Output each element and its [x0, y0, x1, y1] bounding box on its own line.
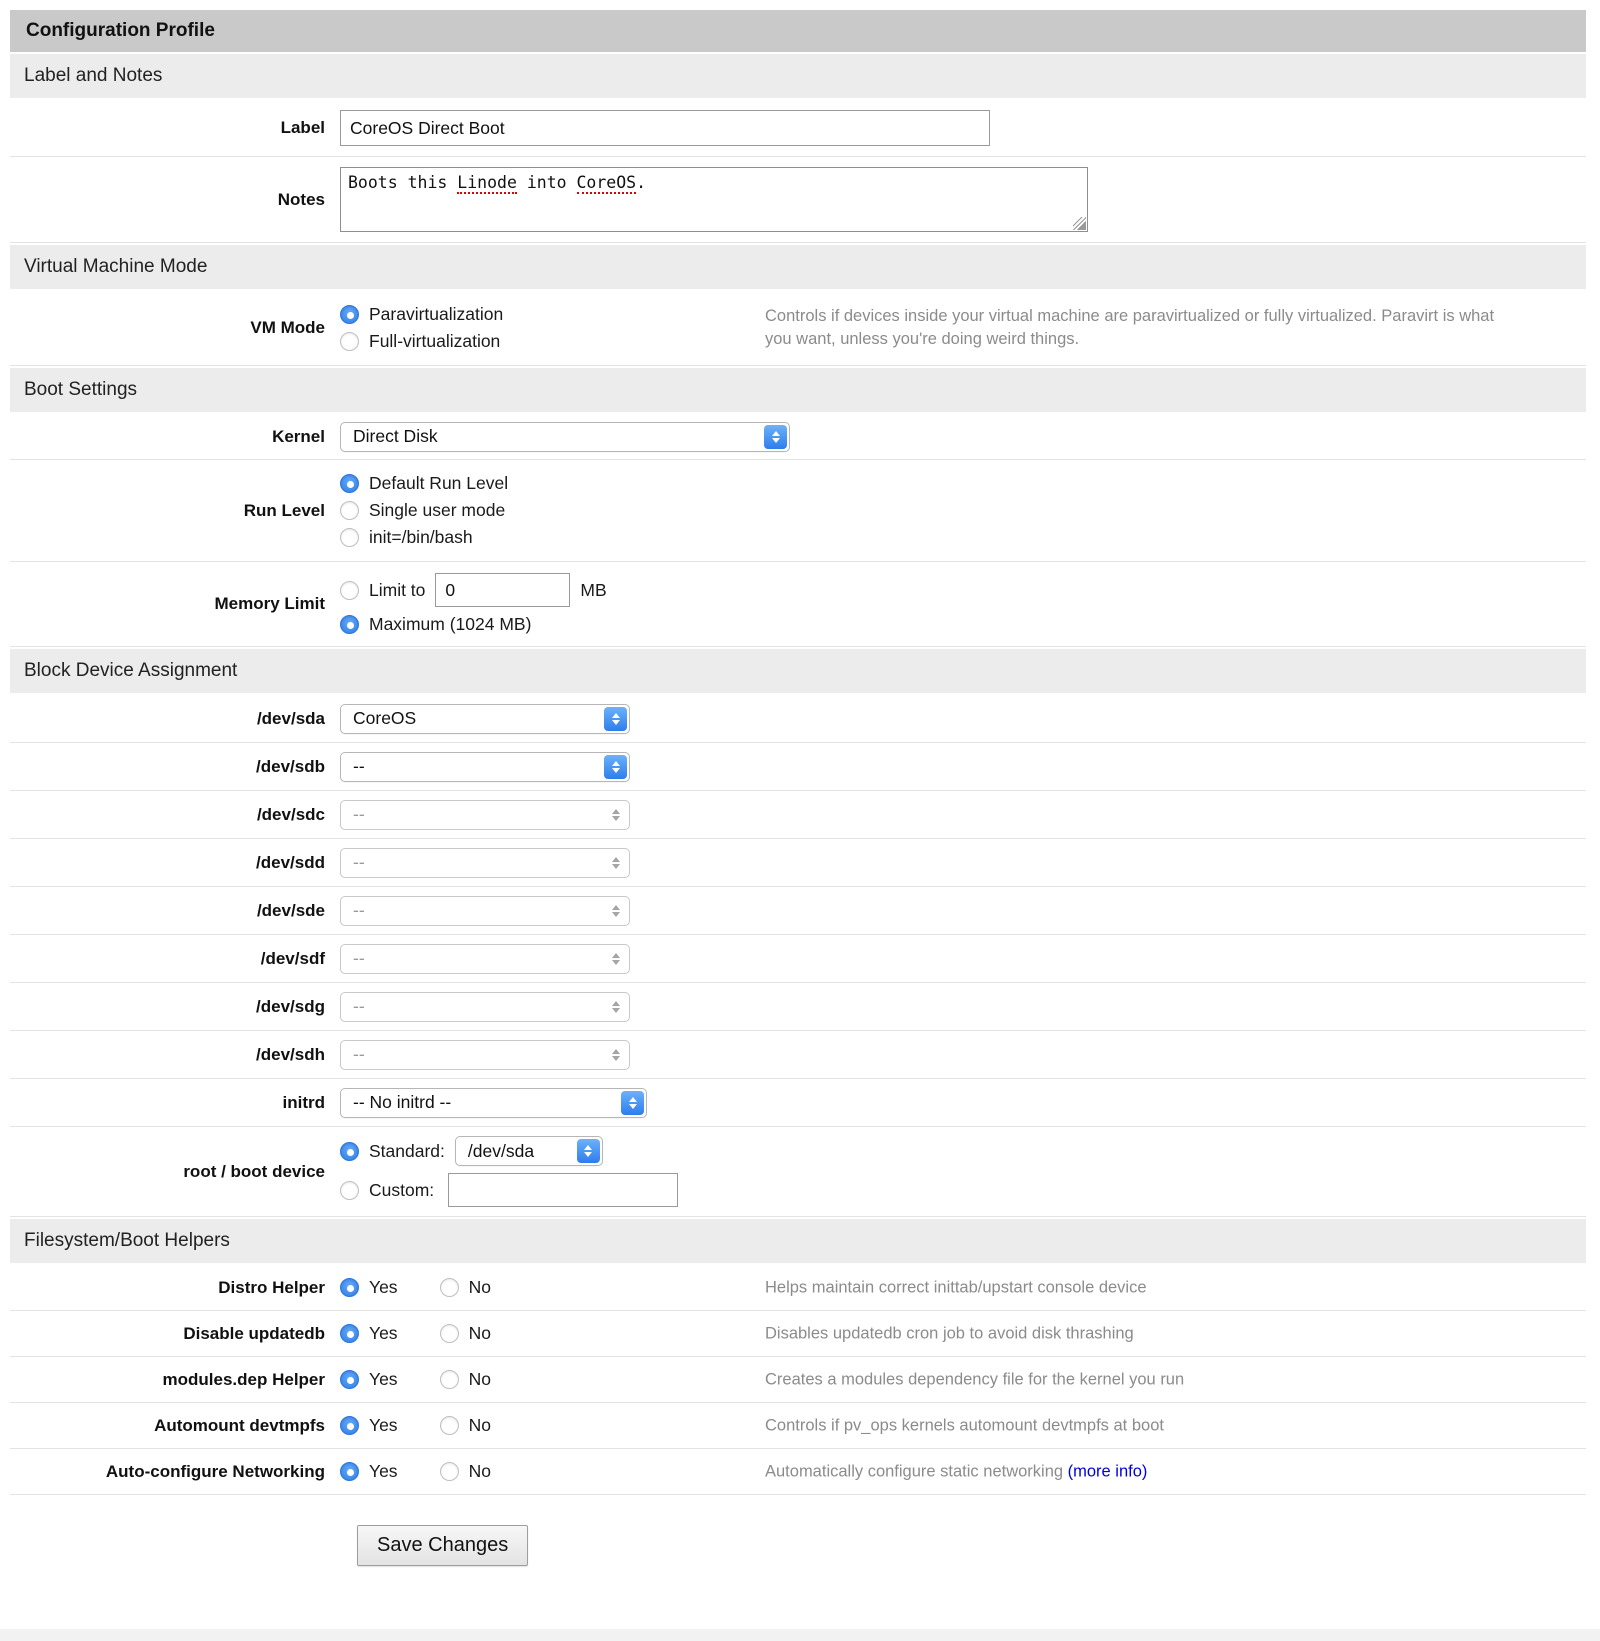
helper-help-text: Automatically configure static networking [765, 1461, 1068, 1480]
save-changes-button[interactable]: Save Changes [357, 1525, 528, 1566]
helper-label: Automount devtmpfs [154, 1415, 325, 1435]
helper-label: Auto-configure Networking [105, 1461, 325, 1481]
select-stepper-icon [604, 707, 627, 731]
vm-mode-option-paravirtualization[interactable] [340, 304, 503, 325]
device-label: /dev/sda [256, 708, 325, 728]
more-info-link[interactable]: (more info) [1067, 1461, 1148, 1480]
radio-selected-icon[interactable] [340, 474, 359, 493]
memory-limit-option-limit-to[interactable] [340, 573, 607, 607]
helper-label: Distro Helper [218, 1277, 325, 1297]
select-value: -- [353, 948, 365, 968]
helper-row-distro [10, 1265, 1586, 1311]
radio-unselected-icon[interactable] [440, 1278, 459, 1297]
select-stepper-icon [604, 995, 627, 1019]
vm-mode-help-text: Controls if devices inside your virtual machine are paravirtualized or fully virtualized. Paravirt is what you want, unless you're doing weird things. [765, 306, 1495, 348]
sdh-select-disabled [340, 1040, 630, 1070]
initrd-select[interactable] [340, 1088, 647, 1118]
label-field-label: Label [280, 118, 325, 137]
radio-label: Paravirtualization [369, 304, 504, 324]
sdf-select-disabled [340, 944, 630, 974]
radio-selected-icon[interactable] [340, 615, 359, 634]
sdb-select[interactable] [340, 752, 630, 782]
radio-unselected-icon[interactable] [340, 581, 359, 600]
select-stepper-icon [604, 899, 627, 923]
vm-mode-label: VM Mode [250, 318, 325, 337]
select-value: CoreOS [353, 708, 417, 728]
device-row-sde [10, 887, 1586, 935]
vm-mode-option-full-virtualization[interactable] [340, 331, 503, 352]
kernel-row [10, 414, 1586, 460]
yes-label: Yes [369, 1277, 398, 1297]
device-label: /dev/sdg [256, 996, 325, 1016]
select-stepper-icon [621, 1091, 644, 1115]
section-virtual-machine-mode: Virtual Machine Mode [10, 245, 1586, 289]
radio-unselected-icon[interactable] [340, 1181, 359, 1200]
device-label: /dev/sdh [256, 1044, 325, 1064]
device-row-sdh [10, 1031, 1586, 1079]
helper-row-updatedb [10, 1311, 1586, 1357]
radio-label: Limit to [369, 579, 426, 600]
run-level-option-init-bash[interactable] [340, 527, 508, 548]
radio-selected-icon[interactable] [340, 1370, 359, 1389]
select-stepper-icon [604, 947, 627, 971]
select-value: -- [353, 996, 365, 1016]
helper-help-text: Creates a modules dependency file for the kernel you run [765, 1369, 1185, 1388]
radio-label: Single user mode [369, 500, 506, 520]
notes-textarea[interactable] [340, 167, 1088, 232]
no-label: No [468, 1461, 491, 1481]
radio-selected-icon[interactable] [340, 1416, 359, 1435]
custom-device-input[interactable] [448, 1173, 678, 1207]
helper-help-text: Disables updatedb cron job to avoid disk thrashing [765, 1323, 1134, 1342]
sde-select-disabled [340, 896, 630, 926]
mb-unit-label: MB [580, 579, 607, 600]
yes-label: Yes [369, 1369, 398, 1389]
radio-selected-icon[interactable] [340, 1462, 359, 1481]
notes-row [10, 157, 1586, 243]
select-stepper-icon [577, 1139, 600, 1163]
radio-unselected-icon[interactable] [440, 1324, 459, 1343]
section-label-and-notes: Label and Notes [10, 54, 1586, 98]
radio-selected-icon[interactable] [340, 1142, 359, 1161]
notes-text: Boots this [348, 173, 458, 192]
helper-help-text: Helps maintain correct inittab/upstart console device [765, 1277, 1147, 1296]
root-boot-device-row [10, 1127, 1586, 1217]
kernel-select[interactable] [340, 422, 790, 452]
resize-grip-icon[interactable] [1073, 217, 1086, 230]
helper-row-modules-dep [10, 1357, 1586, 1403]
run-level-option-default[interactable] [340, 473, 508, 494]
yes-label: Yes [369, 1323, 398, 1343]
select-value: -- [353, 756, 365, 776]
root-boot-device-label: root / boot device [183, 1161, 325, 1181]
notes-field-label: Notes [277, 189, 325, 209]
label-row [10, 100, 1586, 157]
helper-row-auto-networking [10, 1449, 1586, 1495]
device-label: /dev/sdb [256, 756, 325, 776]
device-row-sdc [10, 791, 1586, 839]
yes-label: Yes [369, 1461, 398, 1481]
select-value: -- [353, 900, 365, 920]
device-label: /dev/sde [256, 900, 325, 920]
select-stepper-icon [604, 1043, 627, 1067]
initrd-row [10, 1079, 1586, 1127]
sda-select[interactable] [340, 704, 630, 734]
radio-unselected-icon[interactable] [440, 1416, 459, 1435]
section-filesystem-boot-helpers: Filesystem/Boot Helpers [10, 1219, 1586, 1263]
run-level-row [10, 460, 1586, 562]
device-row-sdd [10, 839, 1586, 887]
device-label: /dev/sdd [256, 852, 325, 872]
select-value: -- [353, 804, 365, 824]
section-boot-settings: Boot Settings [10, 368, 1586, 412]
no-label: No [468, 1277, 491, 1297]
memory-limit-row [10, 562, 1586, 647]
device-row-sdg [10, 983, 1586, 1031]
device-row-sdf [10, 935, 1586, 983]
root-device-option-standard[interactable] [340, 1136, 678, 1166]
radio-selected-icon[interactable] [340, 1324, 359, 1343]
notes-misspelled-word: Linode [457, 173, 517, 192]
device-row-sda [10, 695, 1586, 743]
label-input[interactable] [340, 110, 990, 146]
radio-unselected-icon[interactable] [440, 1370, 459, 1389]
helper-row-devtmpfs [10, 1403, 1586, 1449]
radio-unselected-icon[interactable] [440, 1462, 459, 1481]
standard-device-select[interactable] [455, 1136, 603, 1166]
initrd-label: initrd [282, 1092, 325, 1112]
page-title: Configuration Profile [10, 10, 1586, 52]
run-level-label: Run Level [243, 500, 325, 520]
radio-label: Default Run Level [369, 473, 509, 493]
notes-misspelled-word: CoreOS [576, 173, 637, 192]
no-label: No [468, 1323, 491, 1343]
sdg-select-disabled [340, 992, 630, 1022]
radio-unselected-icon[interactable] [340, 501, 359, 520]
notes-text: . [636, 173, 647, 192]
device-label: /dev/sdf [260, 948, 325, 968]
radio-unselected-icon[interactable] [340, 332, 359, 351]
select-value: /dev/sda [467, 1140, 535, 1161]
vm-mode-row [10, 291, 1586, 366]
memory-limit-option-maximum[interactable] [340, 614, 607, 635]
radio-selected-icon[interactable] [340, 1278, 359, 1297]
helper-label: Disable updatedb [183, 1323, 325, 1343]
select-stepper-icon [604, 755, 627, 779]
select-value: Direct Disk [353, 426, 438, 446]
radio-label: Maximum (1024 MB) [369, 614, 532, 634]
root-device-option-custom[interactable] [340, 1173, 678, 1207]
sdd-select-disabled [340, 848, 630, 878]
memory-limit-input[interactable] [435, 573, 570, 607]
run-level-option-single-user[interactable] [340, 500, 508, 521]
notes-text: into [516, 173, 577, 192]
configuration-profile-panel [10, 10, 1586, 1566]
device-label: /dev/sdc [256, 804, 325, 824]
helper-help-text: Controls if pv_ops kernels automount devtmpfs at boot [765, 1415, 1164, 1434]
select-stepper-icon [604, 851, 627, 875]
helper-help-text [765, 1460, 1510, 1483]
sdc-select-disabled [340, 800, 630, 830]
device-row-sdb [10, 743, 1586, 791]
no-label: No [468, 1369, 491, 1389]
select-value: -- No initrd -- [353, 1092, 452, 1112]
memory-limit-label: Memory Limit [214, 594, 325, 613]
section-block-device-assignment: Block Device Assignment [10, 649, 1586, 693]
radio-label: Custom: [369, 1179, 435, 1200]
yes-label: Yes [369, 1415, 398, 1435]
kernel-label: Kernel [272, 426, 325, 446]
radio-label: Standard: [369, 1140, 445, 1161]
radio-label: Full-virtualization [369, 331, 501, 351]
radio-label: init=/bin/bash [369, 527, 473, 547]
select-value: -- [353, 852, 365, 872]
helper-label: modules.dep Helper [162, 1369, 325, 1389]
no-label: No [468, 1415, 491, 1435]
select-stepper-icon [604, 803, 627, 827]
radio-unselected-icon[interactable] [340, 528, 359, 547]
select-value: -- [353, 1044, 365, 1064]
select-stepper-icon [764, 425, 787, 449]
radio-selected-icon[interactable] [340, 305, 359, 324]
